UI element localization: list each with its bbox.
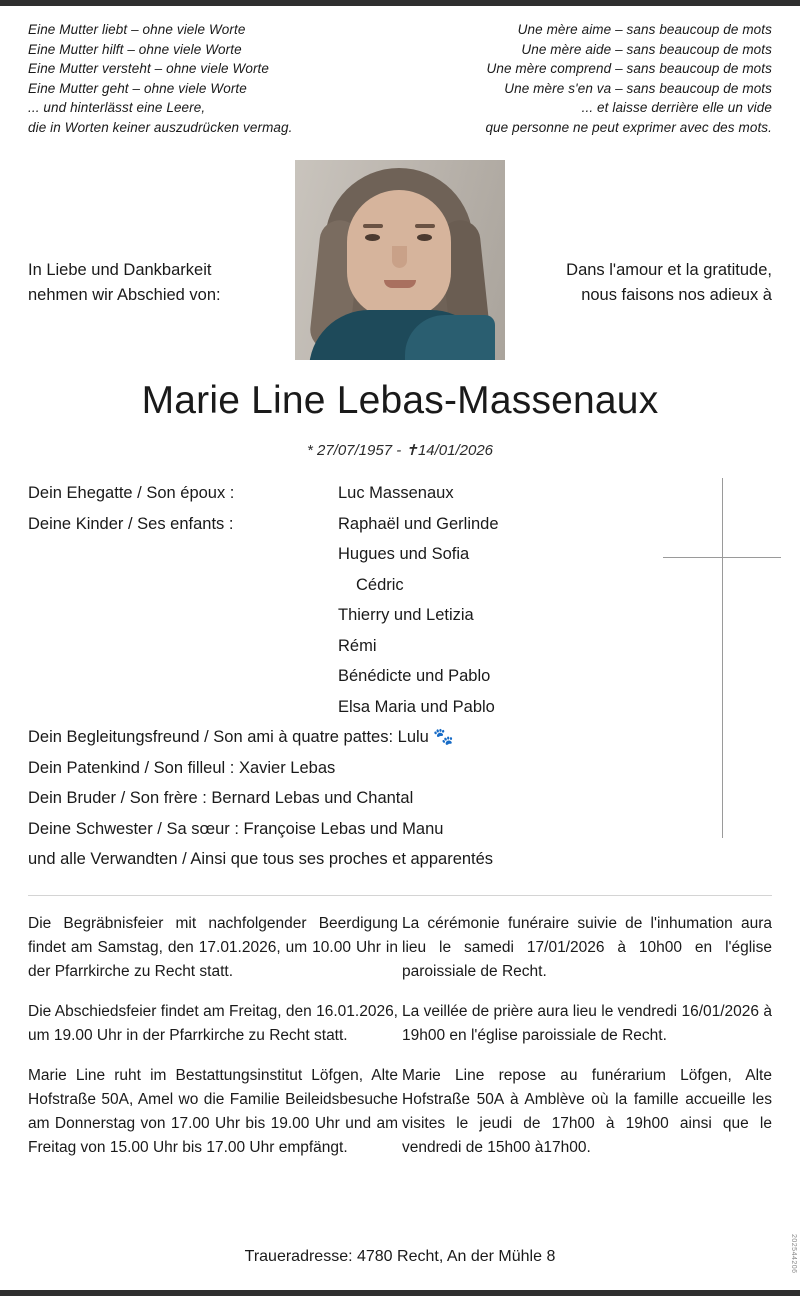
family-row — [28, 722, 728, 753]
poem-french-line: ... et laisse derrière elle un vide — [581, 100, 772, 115]
poem-german-line: Eine Mutter geht – ohne viele Worte — [28, 80, 247, 96]
poem-german-line: Eine Mutter hilft – ohne viele Worte — [28, 41, 242, 57]
side-code: 202544206 — [790, 1234, 797, 1274]
mourning-address: Traueradresse: 4780 Recht, An der Mühle 8 — [244, 1248, 556, 1265]
family-role-label: Dein Ehegatte / Son époux : — [28, 484, 235, 502]
poem-german-line: Eine Mutter liebt – ohne viele Worte — [28, 22, 246, 37]
arrangements-section — [0, 912, 800, 1176]
family-row — [28, 509, 728, 723]
family-role-label: Deine Kinder / Ses enfants : — [28, 514, 234, 533]
portrait-photo — [295, 160, 505, 360]
family-row — [28, 478, 728, 509]
arrangement-paragraph-german: Die Abschiedsfeier findet am Freitag, den 16.01.2026, um 19.00 Uhr in der Pfarrkirche zu Recht statt. — [28, 1003, 398, 1044]
family-name: Raphaël und Gerlinde — [338, 514, 499, 533]
portrait-eye-right — [417, 234, 432, 241]
family-row — [28, 783, 728, 814]
arrangements-german — [28, 912, 398, 1176]
poem-french-line: que personne ne peut exprimer avec des mots. — [485, 119, 772, 135]
family-role-label: Deine Schwester / Sa sœur : Françoise Lebas und Manu — [28, 819, 444, 838]
portrait-brow-right — [415, 224, 435, 228]
family-name: Bénédicte und Pablo — [338, 667, 491, 685]
poem-german-line: Eine Mutter versteht – ohne viele Worte — [28, 61, 270, 76]
family-list — [28, 478, 728, 875]
portrait-brow-left — [363, 224, 383, 228]
bottom-border — [0, 1290, 800, 1296]
intro-french-line: nous faisons nos adieux à — [581, 286, 772, 304]
poem-german-line: ... und hinterlässt eine Leere, — [28, 100, 206, 115]
poem-section — [0, 20, 800, 137]
family-name: Rémi — [338, 636, 377, 655]
family-role-label: Dein Begleitungsfreund / Son ami à quatre pattes: Lulu 🐾 — [28, 728, 454, 746]
intro-german-line: nehmen wir Abschied von: — [28, 286, 221, 304]
family-row — [28, 753, 728, 784]
deceased-name: Marie Line Lebas-Massenaux — [141, 379, 659, 422]
portrait-frame — [295, 160, 505, 360]
family-name: Cédric — [356, 575, 404, 594]
family-name: Luc Massenaux — [338, 484, 454, 502]
portrait-mouth — [384, 280, 416, 288]
poem-french-line: Une mère aime – sans beaucoup de mots — [517, 22, 772, 37]
arrangement-paragraph-french: Marie Line repose au funérarium Löfgen, Alte Hofstraße 50A à Amblève où la famille accueille les visites le jeudi de 17h00 à 19h00 ainsi que le vendredi de 15h00 à17h00. — [402, 1067, 772, 1156]
poem-french-line: Une mère aide – sans beaucoup de mots — [521, 41, 772, 57]
arrangements-french — [402, 912, 772, 1176]
family-role-label: Dein Bruder / Son frère : Bernard Lebas und Chantal — [28, 789, 414, 807]
arrangement-paragraph-german: Marie Line ruht im Bestattungsinstitut Löfgen, Alte Hofstraße 50A, Amel wo die Familie Beileidsbesuche am Donnerstag von 17.00 Uhr bis 19.00 Uhr und am Freitag von 15.00 Uhr bis 17.00 Uhr empfängt. — [28, 1067, 398, 1156]
arrangement-paragraph-german: Die Begräbnisfeier mit nachfolgender Beerdigung findet am Samstag, den 17.01.2026, um 10.00 Uhr in der Pfarrkirche zu Recht statt. — [28, 915, 398, 980]
family-name: Elsa Maria und Pablo — [338, 697, 495, 716]
portrait-eye-left — [365, 234, 380, 241]
intro-french-line: Dans l'amour et la gratitude, — [566, 261, 772, 279]
family-role-label: Dein Patenkind / Son filleul : Xavier Lebas — [28, 758, 336, 777]
poem-german-line: die in Worten keiner auszudrücken vermag. — [28, 119, 293, 135]
portrait-nose — [392, 246, 407, 268]
family-name: Hugues und Sofia — [338, 545, 470, 563]
intro-german — [28, 258, 288, 308]
deceased-dates: * 27/07/1957 - ✝14/01/2026 — [306, 442, 494, 459]
poem-german — [28, 20, 398, 137]
family-row — [28, 844, 728, 875]
top-border — [0, 0, 800, 6]
family-role-label: und alle Verwandten / Ainsi que tous ses proches et apparentés — [28, 850, 494, 868]
section-divider — [28, 895, 772, 896]
poem-french-line: Une mère s'en va – sans beaucoup de mots — [504, 80, 772, 96]
family-row — [28, 814, 728, 845]
arrangement-paragraph-french: La veillée de prière aura lieu le vendredi 16/01/2026 à 19h00 en l'église paroissiale de Recht. — [402, 1003, 772, 1044]
poem-french-line: Une mère comprend – sans beaucoup de mots — [486, 61, 772, 76]
arrangement-paragraph-french: La cérémonie funéraire suivie de l'inhumation aura lieu le samedi 17/01/2026 à 10h00 en l'église paroissiale de Recht. — [402, 915, 772, 980]
intro-german-line: In Liebe und Dankbarkeit — [28, 261, 212, 279]
family-name: Thierry und Letizia — [338, 606, 474, 624]
intro-french — [507, 258, 772, 308]
family-names — [338, 509, 499, 723]
family-names — [338, 478, 454, 509]
poem-french — [402, 20, 772, 137]
